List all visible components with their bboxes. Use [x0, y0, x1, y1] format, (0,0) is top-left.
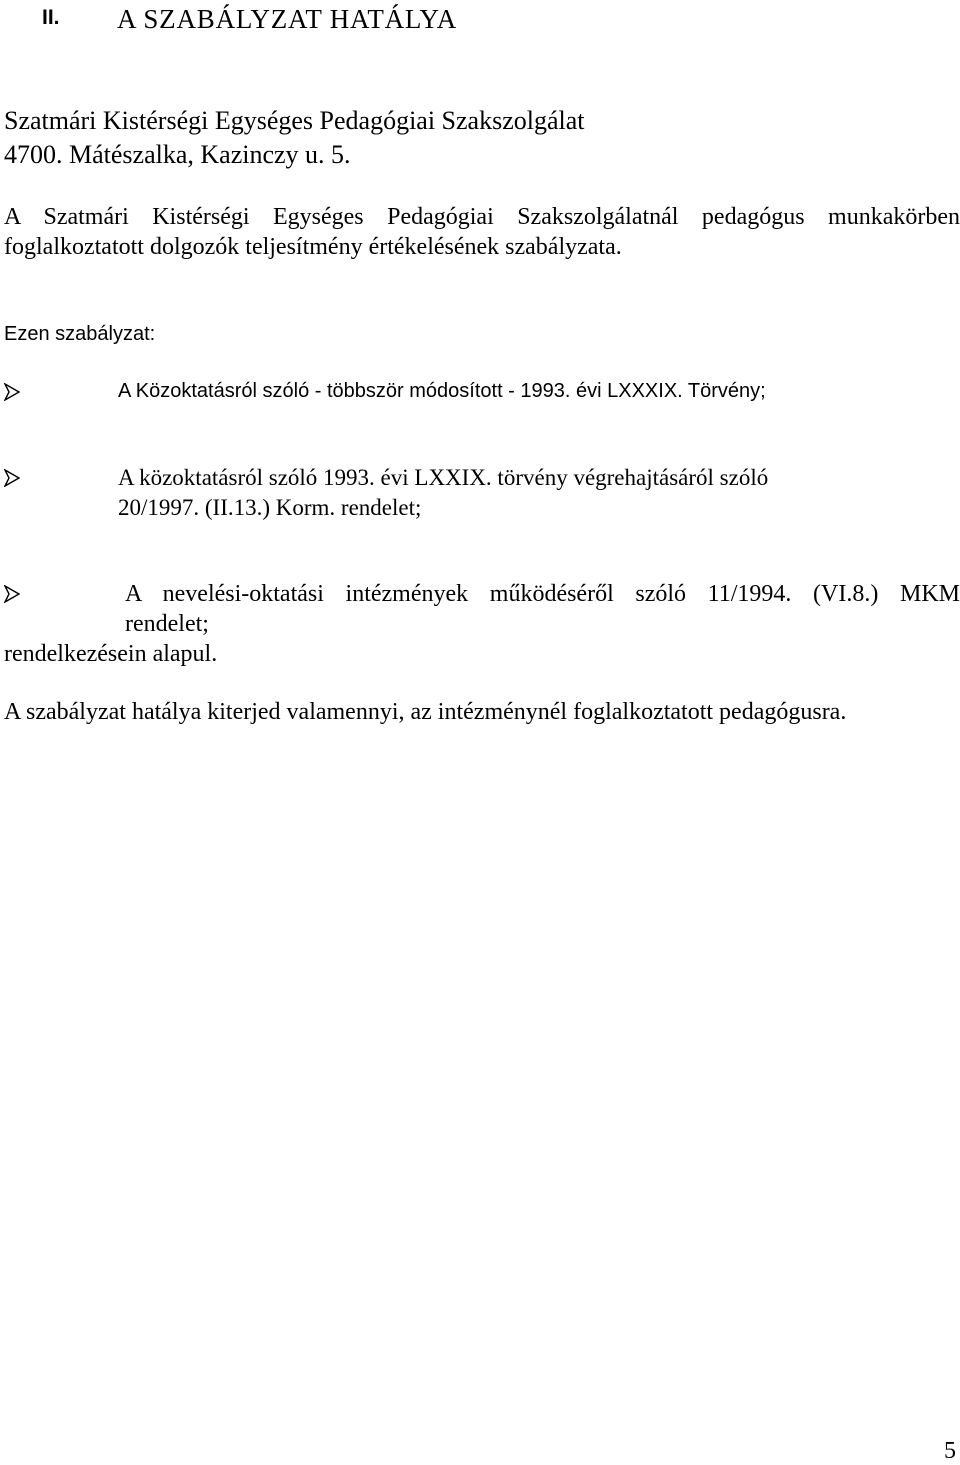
section-number: II.: [42, 6, 60, 29]
basis-item-2-line-2: 20/1997. (II.13.) Korm. rendelet;: [118, 495, 422, 520]
basis-item-1: A Közoktatásról szóló - többször módosított - 1993. évi LXXXIX. Törvény;: [118, 380, 766, 402]
page-number: 5: [944, 1438, 956, 1464]
organization-name: Szatmári Kistérségi Egységes Pedagógiai Szakszolgálat: [4, 106, 585, 135]
arrow-bullet-icon: [4, 383, 24, 403]
organization-address: 4700. Mátészalka, Kazinczy u. 5.: [4, 140, 351, 169]
basis-item-2-line-1: A közoktatásról szóló 1993. évi LXXIX. törvény végrehajtásáról szóló: [118, 465, 769, 490]
scope-statement: A szabályzat hatálya kiterjed valamennyi, az intézménynél foglalkoztatott pedagógusra.: [4, 699, 847, 725]
intro-line-2: foglalkoztatott dolgozók teljesítmény értékelésének szabályzata.: [4, 234, 622, 260]
basis-closing: rendelkezésein alapul.: [4, 641, 218, 667]
intro-line-1: A Szatmári Kistérségi Egységes Pedagógiai Szakszolgálatnál pedagógus munkakörben: [4, 204, 960, 230]
section-title: A SZABÁLYZAT HATÁLYA: [117, 4, 458, 34]
arrow-bullet-icon: [4, 585, 24, 605]
basis-label: Ezen szabályzat:: [4, 323, 156, 345]
arrow-bullet-icon: [4, 469, 24, 489]
basis-item-3-line-1: A nevelési-oktatási intézmények működéséről szóló 11/1994. (VI.8.) MKM: [125, 581, 960, 607]
basis-item-3-line-2: rendelet;: [125, 611, 209, 637]
